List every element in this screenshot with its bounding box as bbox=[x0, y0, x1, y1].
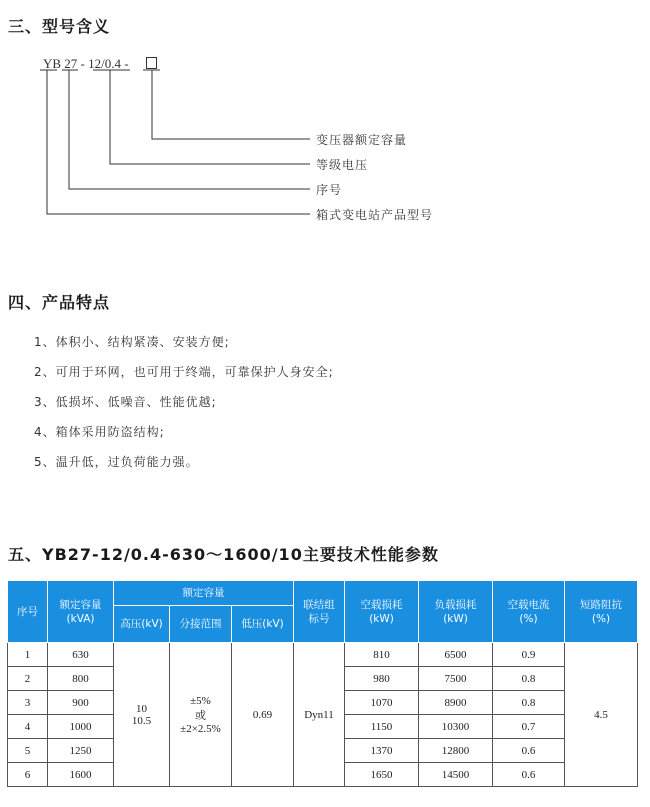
cell-load-loss: 12800 bbox=[419, 739, 493, 763]
cell-noload-loss: 980 bbox=[345, 667, 419, 691]
cell-noload-loss: 1370 bbox=[345, 739, 419, 763]
cell-connection: Dyn11 bbox=[294, 643, 345, 787]
label-product-type: 箱式变电站产品型号 bbox=[316, 208, 434, 222]
cell-seq: 1 bbox=[8, 643, 48, 667]
cell-load-loss: 6500 bbox=[419, 643, 493, 667]
cell-seq: 2 bbox=[8, 667, 48, 691]
label-rated-capacity: 变压器额定容量 bbox=[316, 133, 408, 147]
header-capacity: 额定容量 (kVA) bbox=[48, 581, 114, 643]
header-connection: 联结组 标号 bbox=[294, 581, 345, 643]
cell-noload-current: 0.9 bbox=[493, 643, 565, 667]
cell-lv: 0.69 bbox=[232, 643, 294, 787]
cell-load-loss: 14500 bbox=[419, 763, 493, 787]
cell-noload-loss: 1070 bbox=[345, 691, 419, 715]
header-hv: 高压(kV) bbox=[114, 606, 170, 643]
cell-noload-loss: 810 bbox=[345, 643, 419, 667]
cell-capacity: 1000 bbox=[48, 715, 114, 739]
cell-hv: 10 10.5 bbox=[114, 643, 170, 787]
section-5-title: 五、YB27-12/0.4-630～1600/10主要技术性能参数 bbox=[8, 545, 439, 564]
cell-capacity: 630 bbox=[48, 643, 114, 667]
cell-capacity: 1250 bbox=[48, 739, 114, 763]
model-breakdown-diagram bbox=[0, 0, 650, 240]
cell-seq: 5 bbox=[8, 739, 48, 763]
model-code: YB 27 - 12/0.4 - bbox=[43, 56, 129, 71]
leader-capacity bbox=[152, 70, 310, 139]
section-3-title: 三、型号含义 bbox=[8, 17, 111, 36]
cell-seq: 4 bbox=[8, 715, 48, 739]
header-rated-voltage: 额定容量 bbox=[114, 581, 294, 606]
cell-capacity: 1600 bbox=[48, 763, 114, 787]
feature-item: 3、低损坏、低噪音、性能优越; bbox=[34, 395, 217, 409]
cell-capacity: 900 bbox=[48, 691, 114, 715]
cell-seq: 3 bbox=[8, 691, 48, 715]
cell-noload-loss: 1650 bbox=[345, 763, 419, 787]
header-lv: 低压(kV) bbox=[232, 606, 294, 643]
header-seq: 序号 bbox=[8, 581, 48, 643]
feature-item: 1、体积小、结构紧凑、安装方便; bbox=[34, 335, 230, 349]
cell-load-loss: 7500 bbox=[419, 667, 493, 691]
feature-item: 2、可用于环网，也可用于终端，可靠保护人身安全; bbox=[34, 365, 334, 379]
cell-noload-current: 0.6 bbox=[493, 739, 565, 763]
feature-item: 4、箱体采用防盗结构; bbox=[34, 425, 165, 439]
label-voltage-grade: 等级电压 bbox=[316, 158, 369, 172]
cell-seq: 6 bbox=[8, 763, 48, 787]
spec-table bbox=[7, 580, 638, 787]
table-row bbox=[8, 643, 638, 667]
feature-item: 5、温升低，过负荷能力强。 bbox=[34, 455, 199, 469]
label-sequence: 序号 bbox=[316, 183, 343, 197]
header-tap-range: 分接范围 bbox=[170, 606, 232, 643]
leader-seq bbox=[69, 70, 310, 189]
header-noload-current: 空载电流 (%) bbox=[493, 581, 565, 643]
leader-voltage bbox=[110, 70, 310, 164]
cell-tap-range: ±5% 或 ±2×2.5% bbox=[170, 643, 232, 787]
header-impedance: 短路阻抗 (%) bbox=[565, 581, 638, 643]
cell-noload-current: 0.7 bbox=[493, 715, 565, 739]
section-4-title: 四、产品特点 bbox=[8, 293, 111, 312]
cell-noload-current: 0.8 bbox=[493, 667, 565, 691]
cell-capacity: 800 bbox=[48, 667, 114, 691]
cell-load-loss: 8900 bbox=[419, 691, 493, 715]
header-load-loss: 负载损耗 (kW) bbox=[419, 581, 493, 643]
cell-impedance: 4.5 bbox=[565, 643, 638, 787]
leader-type bbox=[47, 70, 310, 214]
header-noload-loss: 空载损耗 (kW) bbox=[345, 581, 419, 643]
cell-load-loss: 10300 bbox=[419, 715, 493, 739]
cell-noload-current: 0.8 bbox=[493, 691, 565, 715]
cell-noload-current: 0.6 bbox=[493, 763, 565, 787]
cell-noload-loss: 1150 bbox=[345, 715, 419, 739]
